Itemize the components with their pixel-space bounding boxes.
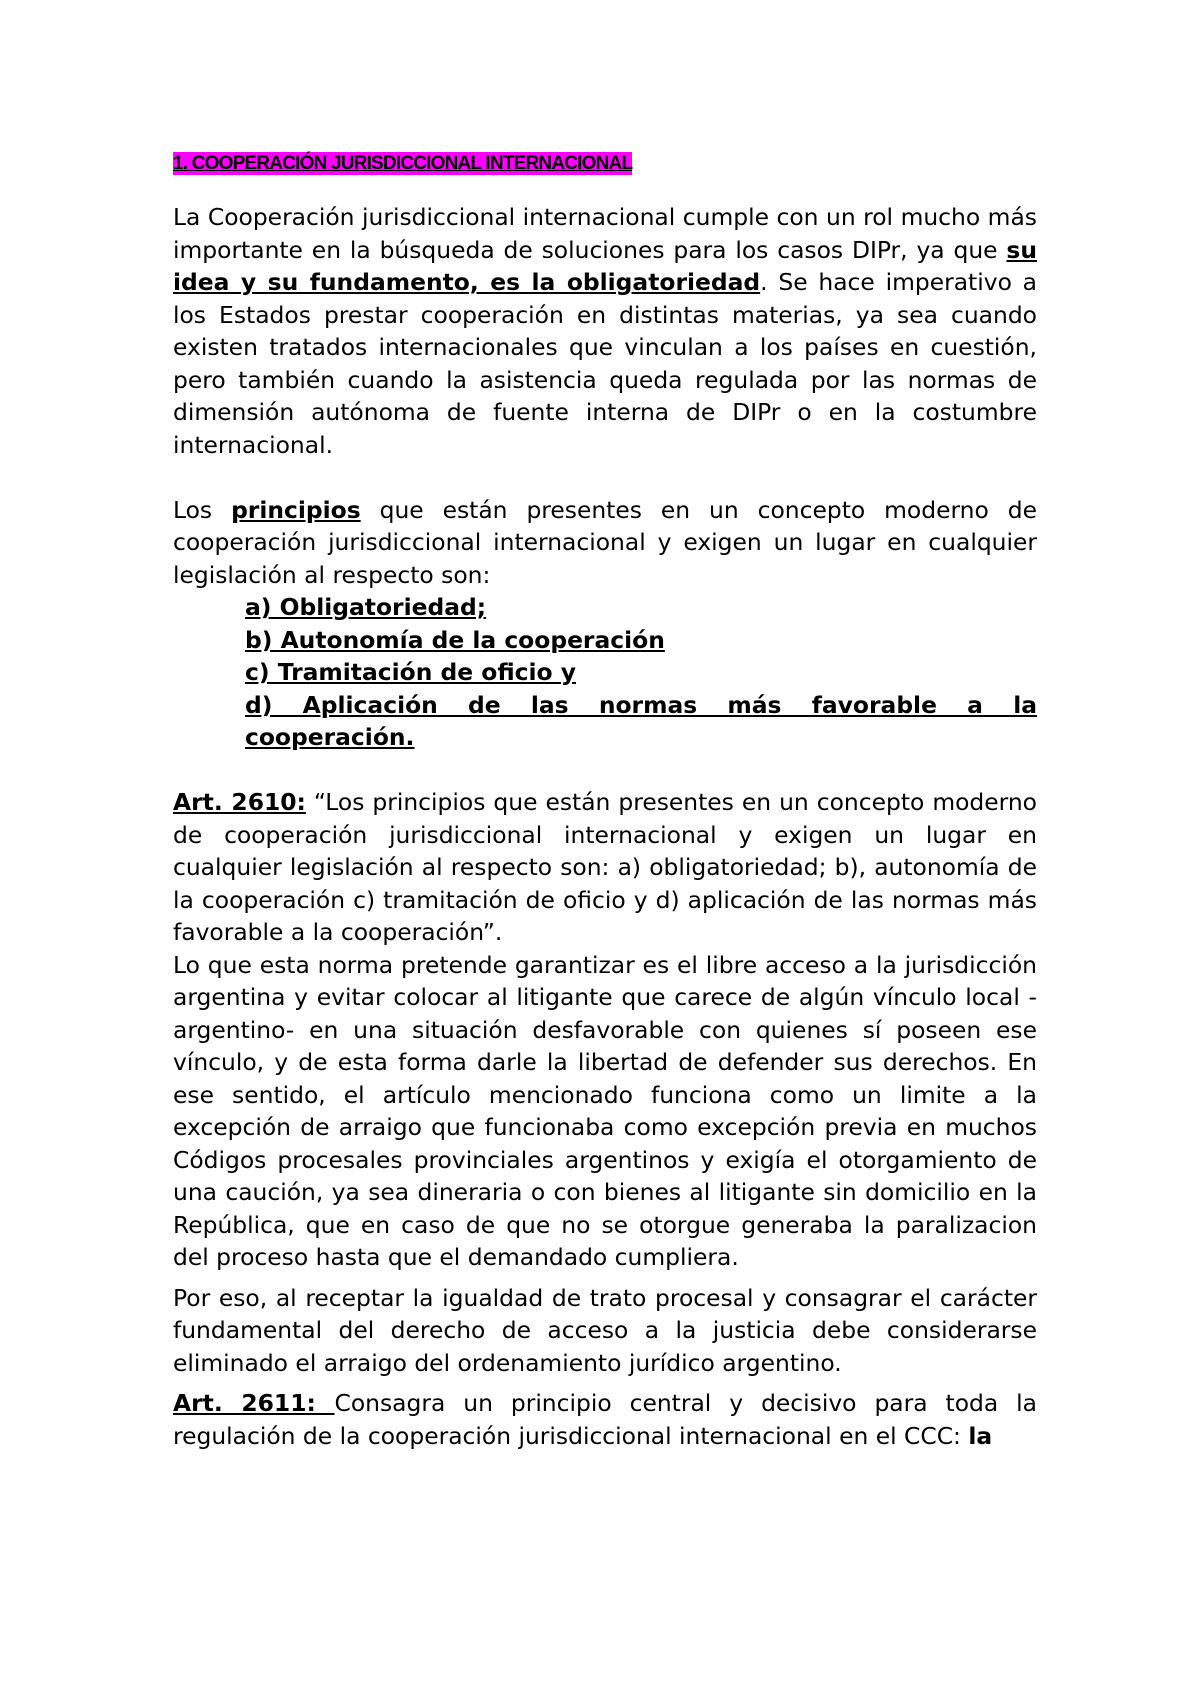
article-2611-label: Art. 2611: [173,1389,335,1417]
intro-paragraph [173,201,1037,461]
paragraph-gap [173,754,1037,787]
intro-text-end: . Se hace imperativo a los Estados prestar cooperación en distintas materias, ya sea cuando existen tratados internacionales que vinculan a los países en cuestión, pero también cuando la asistencia queda regulada por las normas de dimensión autónoma de fuente interna de DIPr o en la costumbre internacional. [173,268,1037,459]
article-2611-paragraph [173,1387,1037,1452]
principles-emphasis: principios [231,495,361,524]
principles-intro-paragraph [173,494,1037,592]
article-2610-commentary: Lo que esta norma pretende garantizar es el libre acceso a la jurisdicción argentina y evitar colocar al litigante que carece de algún vínculo local -argentino- en una situación desfavorable con quienes sí poseen ese vínculo, y de esta forma darle la libertad de defender sus derechos. En ese sentido, el artículo mencionado funciona como un limite a la excepción de arraigo que funcionaba como excepción previa en muchos Códigos procesales provinciales argentinos y exigía el otorgamiento de una caución, ya sea dineraria o con bienes al litigante sin domicilio en la República, que en caso de que no se otorgue generaba la paralizacion del proceso hasta que el demandado cumpliera. [173,950,1037,1271]
principle-item: a) Obligatoriedad; [245,593,487,621]
article-2611-trailing: la [968,1421,993,1450]
intro-emphasis: su idea y su fundamento, es la obligatoriedad [173,235,1037,296]
article-2610-paragraph [173,786,1037,949]
article-2610-label: Art. 2610: [173,788,306,816]
principle-item: b) Autonomía de la cooperación [245,625,665,654]
principle-item: c) Tramitación de oficio y [245,658,577,686]
article-2610-quote: “Los principios que están presentes en un concepto moderno de cooperación jurisdiccional internacional y exigen un lugar en cualquier legislación al respecto son: a) obligatoriedad; b), autonomía de la cooperación c) tramitación de oficio y d) aplicación de las normas más favorable a la cooperación”. [173,788,1037,946]
principle-item: d) Aplicación de las normas más favorable a la cooperación. [245,690,1037,751]
section-heading: 1. COOPERACIÓN JURISDICCIONAL INTERNACIONAL [173,153,633,174]
principles-intro-start: Los [173,495,232,524]
intro-text-start: La Cooperación jurisdiccional internacional cumple con un rol mucho más importante en la búsqueda de soluciones para los casos DIPr, ya que [173,203,1037,264]
paragraph-gap [173,461,1037,494]
conclusion-paragraph: Por eso, al receptar la igualdad de trato procesal y consagrar el carácter fundamental del derecho de acceso a la justicia debe considerarse eliminado el arraigo del ordenamiento jurídico argentino. [173,1283,1037,1377]
paragraph-gap [173,1274,1037,1282]
article-2611-text: Consagra un principio central y decisivo para toda la regulación de la cooperación jurisdiccional internacional en el CCC: [173,1389,1037,1450]
paragraph-gap [173,1379,1037,1387]
document-page [173,145,1037,1452]
principles-intro-end: que están presentes en un concepto moderno de cooperación jurisdiccional internacional y exigen un lugar en cualquier legislación al respecto son: [173,495,1037,589]
